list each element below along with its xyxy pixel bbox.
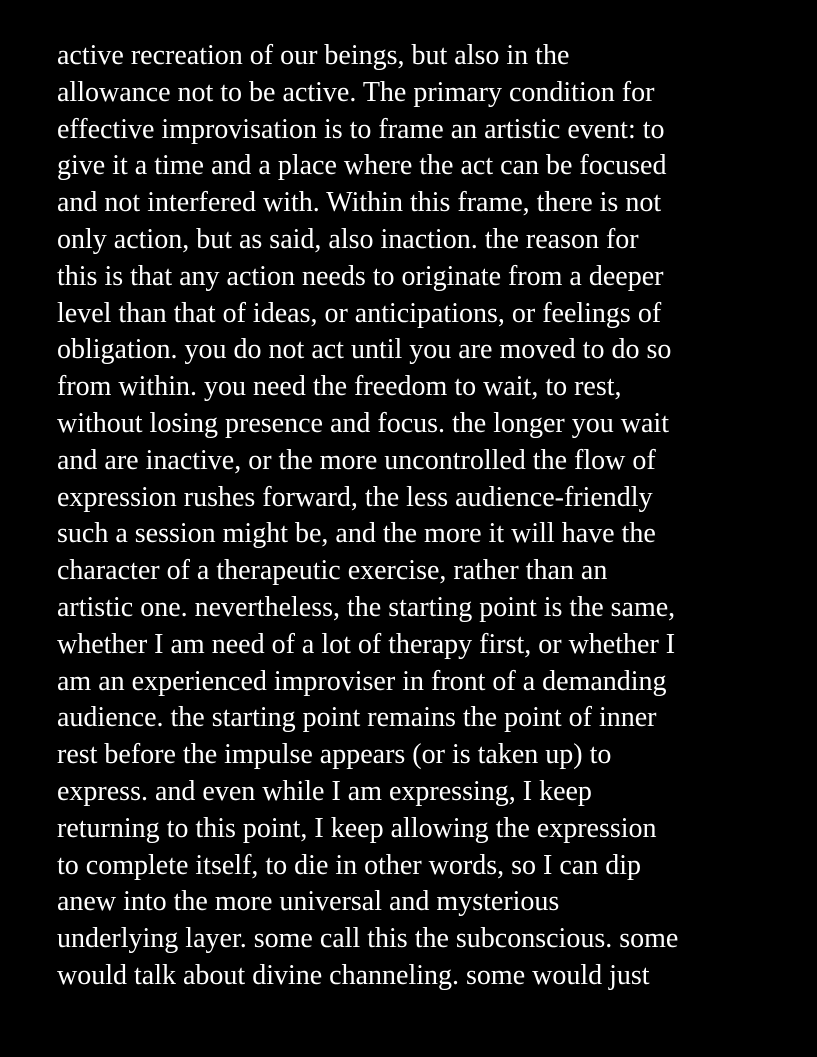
- text-line: such a session might be, and the more it will have the: [57, 518, 656, 550]
- text-line: only action, but as said, also inaction. the reason for: [57, 223, 639, 255]
- text-line: whether I am need of a lot of therapy first, or whether I: [57, 628, 676, 660]
- text-line: effective improvisation is to frame an artistic event: to: [57, 113, 665, 145]
- text-line: give it a time and a place where the act can be focused: [57, 150, 667, 182]
- text-line: allowance not to be active. The primary condition for: [57, 76, 655, 108]
- text-line: expression rushes forward, the less audience-friendly: [57, 481, 653, 513]
- text-line: to complete itself, to die in other words, so I can dip: [57, 849, 641, 881]
- body-text: [57, 38, 797, 995]
- text-line: from within. you need the freedom to wait, to rest,: [57, 371, 622, 403]
- text-line: obligation. you do not act until you are moved to do so: [57, 334, 672, 366]
- text-line: character of a therapeutic exercise, rather than an: [57, 555, 608, 587]
- text-line: and not interfered with. Within this frame, there is not: [57, 187, 662, 219]
- text-line: and are inactive, or the more uncontrolled the flow of: [57, 444, 656, 476]
- text-line: audience. the starting point remains the point of inner: [57, 702, 657, 734]
- text-line: level than that of ideas, or anticipations, or feelings of: [57, 297, 662, 329]
- text-line: this is that any action needs to originate from a deeper: [57, 260, 664, 292]
- text-line: active recreation of our beings, but also in the: [57, 40, 570, 71]
- text-line: underlying layer. some call this the subconscious. some: [57, 923, 679, 955]
- text-line: artistic one. nevertheless, the starting point is the same,: [57, 591, 676, 623]
- text-line: returning to this point, I keep allowing the expression: [57, 812, 657, 844]
- text-line: anew into the more universal and mysterious: [57, 886, 560, 918]
- text-line: would talk about divine channeling. some would just: [57, 959, 650, 991]
- text-line: am an experienced improviser in front of a demanding: [57, 665, 667, 697]
- text-line: without losing presence and focus. the longer you wait: [57, 407, 669, 439]
- text-line: rest before the impulse appears (or is taken up) to: [57, 739, 612, 771]
- text-line: express. and even while I am expressing, I keep: [57, 775, 592, 807]
